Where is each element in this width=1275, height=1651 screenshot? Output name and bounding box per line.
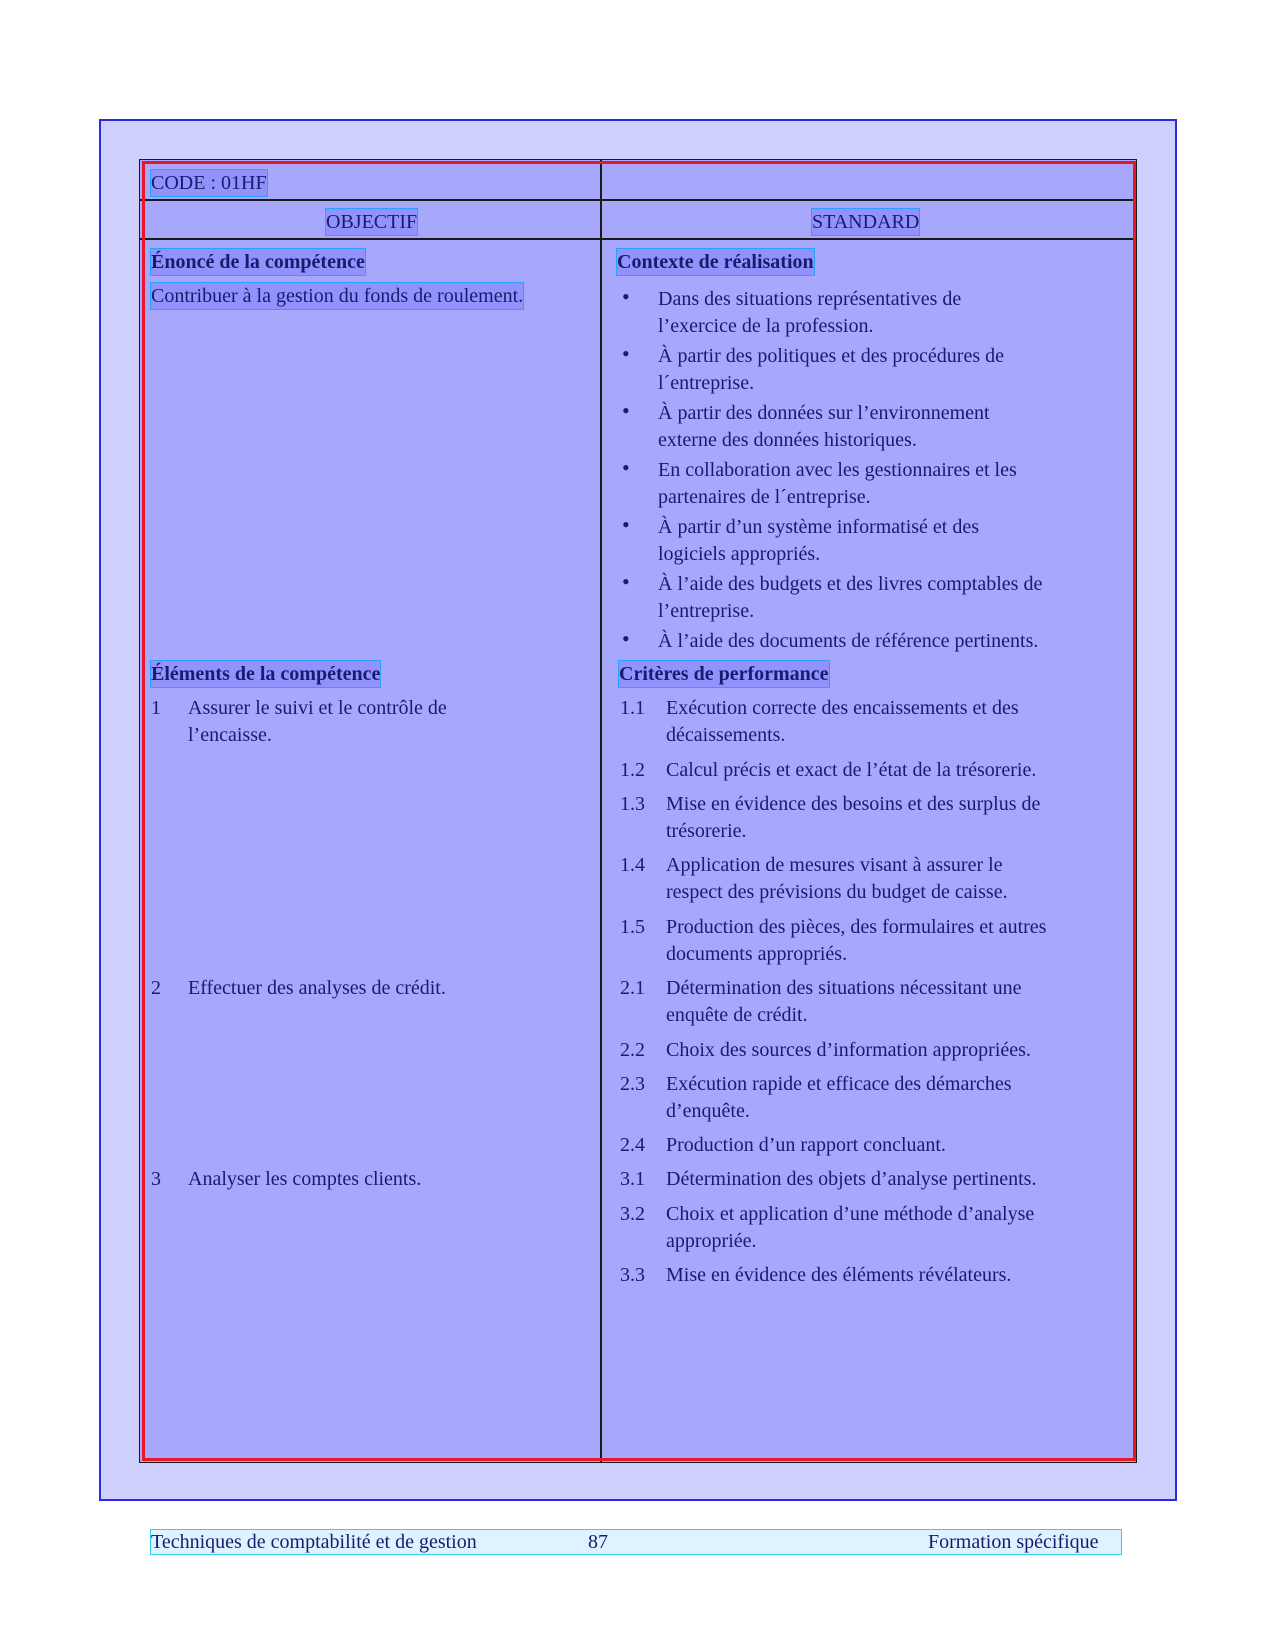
element-text: Effectuer des analyses de crédit. xyxy=(188,977,446,999)
bullet-icon xyxy=(620,571,640,597)
criterion-text: Mise en évidence des éléments révélateurs. xyxy=(666,1264,1012,1286)
criterion-text: Mise en évidence des besoins et des surplus de trésorerie. xyxy=(666,793,1041,842)
competence-statement: Contribuer à la gestion du fonds de roulement. xyxy=(151,285,524,307)
context-item-text: En collaboration avec les gestionnaires et les partenaires de l´entreprise. xyxy=(658,459,1017,508)
criterion-number: 3.3 xyxy=(620,1264,645,1286)
competence-title: Énoncé de la compétence xyxy=(151,251,365,273)
criteria-title: Critères de performance xyxy=(619,663,829,685)
element-number: 1 xyxy=(151,697,161,719)
criterion-number: 1.1 xyxy=(620,697,645,719)
context-title: Contexte de réalisation xyxy=(617,251,814,273)
bullet-icon xyxy=(620,457,640,483)
criterion-number: 1.5 xyxy=(620,916,645,938)
criterion-number: 1.4 xyxy=(620,854,645,876)
criterion-text: Exécution rapide et efficace des démarches d’enquête. xyxy=(666,1073,1012,1122)
element-number: 3 xyxy=(151,1168,161,1190)
context-item-text: À l’aide des documents de référence pertinents. xyxy=(658,630,1039,652)
bullet-icon xyxy=(620,343,640,369)
criterion-number: 3.1 xyxy=(620,1168,645,1190)
criterion-number: 1.2 xyxy=(620,759,645,781)
criterion-text: Production des pièces, des formulaires et autres documents appropriés. xyxy=(666,916,1047,965)
code-label: CODE : 01HF xyxy=(151,172,267,194)
criterion-number: 2.3 xyxy=(620,1073,645,1095)
criterion-number: 2.4 xyxy=(620,1134,645,1156)
context-item-text: Dans des situations représentatives de l’exercice de la profession. xyxy=(658,288,962,337)
criterion-text: Exécution correcte des encaissements et des décaissements. xyxy=(666,697,1019,746)
criterion-text: Détermination des objets d’analyse pertinents. xyxy=(666,1168,1037,1190)
criterion-text: Choix des sources d’information appropriées. xyxy=(666,1039,1031,1061)
context-item-text: À partir des données sur l’environnement externe des données historiques. xyxy=(658,402,990,451)
context-item-text: À partir des politiques et des procédures de l´entreprise. xyxy=(658,345,1005,394)
criterion-text: Détermination des situations nécessitant une enquête de crédit. xyxy=(666,977,1022,1026)
element-text: Assurer le suivi et le contrôle de l’encaisse. xyxy=(188,697,447,746)
criterion-text: Choix et application d’une méthode d’analyse appropriée. xyxy=(666,1203,1035,1252)
column-divider xyxy=(600,160,602,1462)
column-objectif: OBJECTIF xyxy=(326,211,418,233)
footer-section: Formation spécifique xyxy=(928,1531,1099,1553)
criterion-text: Calcul précis et exact de l’état de la trésorerie. xyxy=(666,759,1037,781)
bullet-icon xyxy=(620,286,640,312)
criterion-text: Application de mesures visant à assurer le respect des prévisions du budget de caisse. xyxy=(666,854,1008,903)
bullet-icon xyxy=(620,400,640,426)
page-number: 87 xyxy=(588,1531,608,1553)
criterion-number: 3.2 xyxy=(620,1203,645,1225)
criterion-number: 2.2 xyxy=(620,1039,645,1061)
row-divider-columns xyxy=(140,238,1137,240)
criterion-number: 2.1 xyxy=(620,977,645,999)
row-divider-header xyxy=(140,199,1137,201)
criterion-text: Production d’un rapport concluant. xyxy=(666,1134,946,1156)
criterion-number: 1.3 xyxy=(620,793,645,815)
element-number: 2 xyxy=(151,977,161,999)
context-item-text: À l’aide des budgets et des livres comptables de l’entreprise. xyxy=(658,573,1043,622)
context-item-text: À partir d’un système informatisé et des logiciels appropriés. xyxy=(658,516,980,565)
footer-program: Techniques de comptabilité et de gestion xyxy=(151,1531,477,1553)
column-standard: STANDARD xyxy=(812,211,920,233)
bullet-icon xyxy=(620,514,640,540)
element-text: Analyser les comptes clients. xyxy=(188,1168,422,1190)
elements-title: Éléments de la compétence xyxy=(151,663,381,685)
bullet-icon xyxy=(620,628,640,654)
